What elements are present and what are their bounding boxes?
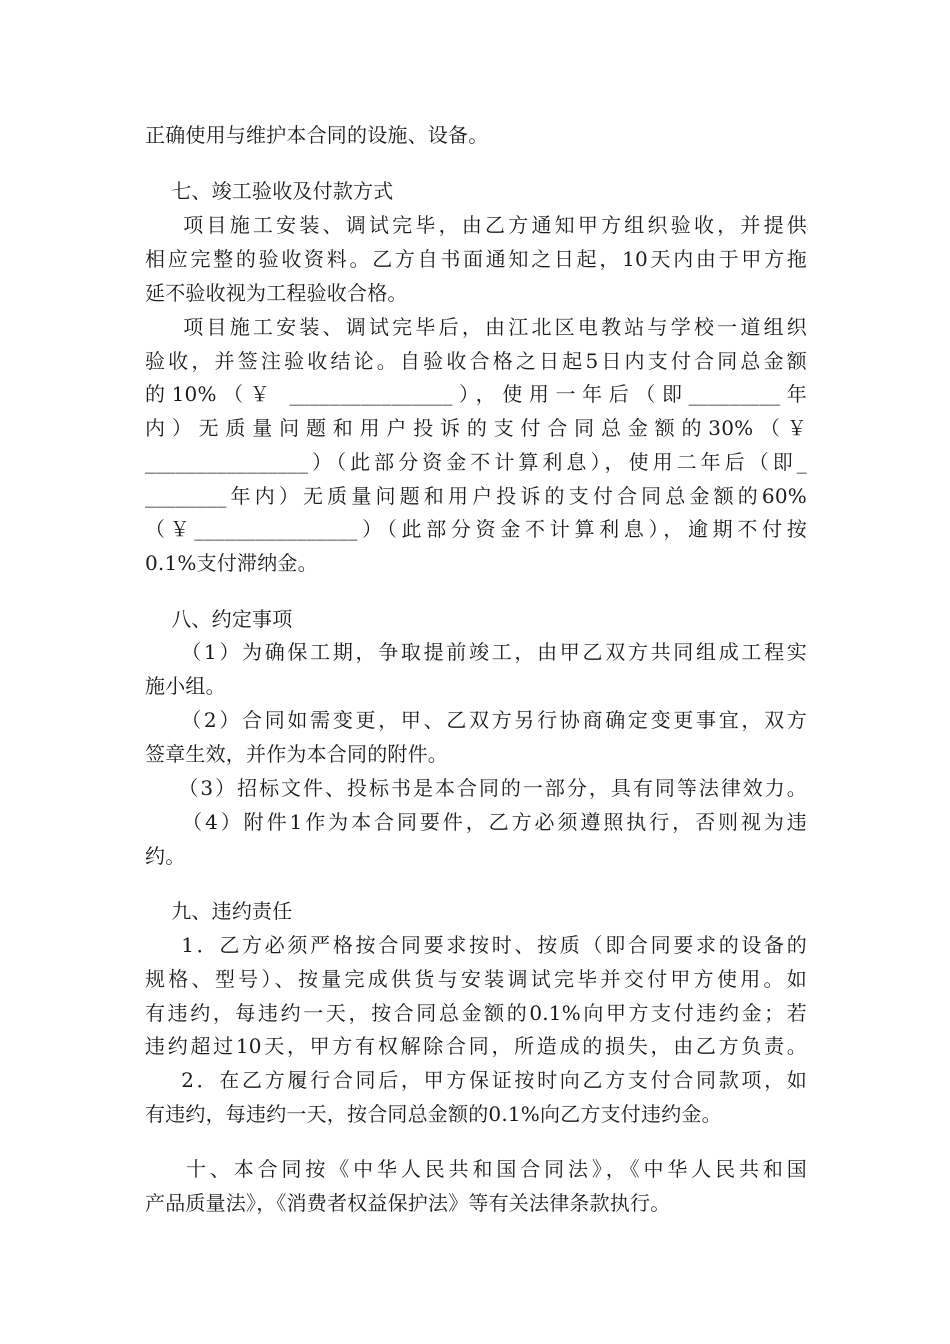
- paragraph-line: 内）无质量问题和用户投诉的支付合同总金额的30%（￥: [145, 416, 807, 440]
- paragraph-line: 规格、型号）、按量完成供货与安装调试完毕并交付甲方使用。如: [145, 967, 807, 991]
- paragraph-line: 项目施工安装、调试完毕后，由江北区电教站与学校一道组织: [145, 315, 807, 339]
- paragraph-line: 0.1%支付滞纳金。: [145, 551, 318, 575]
- paragraph-line: 延不验收视为工程验收合格。: [145, 281, 408, 305]
- paragraph-line: （￥________________）（此部分资金不计算利息），逾期不付按: [145, 517, 807, 541]
- section-heading-8: 八、约定事项: [145, 607, 293, 631]
- paragraph-line: （2）合同如需变更，甲、乙双方另行协商确定变更事宜，双方: [145, 708, 807, 732]
- section-heading-10: 十、本合同按《中华人民共和国合同法》，《中华人民共和国: [145, 1157, 807, 1181]
- paragraph-line: 约。: [145, 844, 186, 868]
- paragraph-line: 签章生效，并作为本合同的附件。: [145, 742, 448, 766]
- paragraph-line: （4）附件1作为本合同要件，乙方必须遵照执行，否则视为违: [145, 810, 807, 834]
- paragraph-line: 有违约，每违约一天，按合同总金额的0.1%向乙方支付违约金。: [145, 1102, 722, 1126]
- paragraph-line: 项目施工安装、调试完毕，由乙方通知甲方组织验收，并提供: [145, 213, 807, 237]
- paragraph-line: （3）招标文件、投标书是本合同的一部分，具有同等法律效力。: [145, 776, 807, 800]
- paragraph-line: 正确使用与维护本合同的设施、设备。: [145, 123, 489, 147]
- paragraph-line: 相应完整的验收资料。乙方自书面通知之日起，10天内由于甲方拖: [145, 247, 807, 271]
- paragraph-line: 2．在乙方履行合同后，甲方保证按时向乙方支付合同款项，如: [145, 1068, 807, 1092]
- paragraph-line: 验收，并签注验收结论。自验收合格之日起5日内支付合同总金额: [145, 349, 807, 373]
- section-heading-9: 九、违约责任: [145, 899, 293, 923]
- paragraph-line: ________________）（此部分资金不计算利息），使用二年后（即_: [145, 450, 807, 474]
- paragraph-line: 有违约，每违约一天，按合同总金额的0.1%向甲方支付违约金；若: [145, 1001, 807, 1025]
- paragraph-line: 违约超过10天，甲方有权解除合同，所造成的损失，由乙方负责。: [145, 1034, 807, 1058]
- paragraph-line: ________年内）无质量问题和用户投诉的支付合同总金额的60%: [145, 484, 807, 508]
- paragraph-line: 1．乙方必须严格按合同要求按时、按质（即合同要求的设备的: [145, 933, 807, 957]
- paragraph-line: 施小组。: [145, 674, 226, 698]
- paragraph-line: 的10%（￥ ________________），使用一年后（即_________年: [145, 382, 807, 406]
- paragraph-line: 产品质量法》，《消费者权益保护法》等有关法律条款执行。: [145, 1191, 671, 1215]
- section-heading-7: 七、竣工验收及付款方式: [145, 179, 394, 203]
- paragraph-line: （1）为确保工期，争取提前竣工，由甲乙双方共同组成工程实: [145, 640, 807, 664]
